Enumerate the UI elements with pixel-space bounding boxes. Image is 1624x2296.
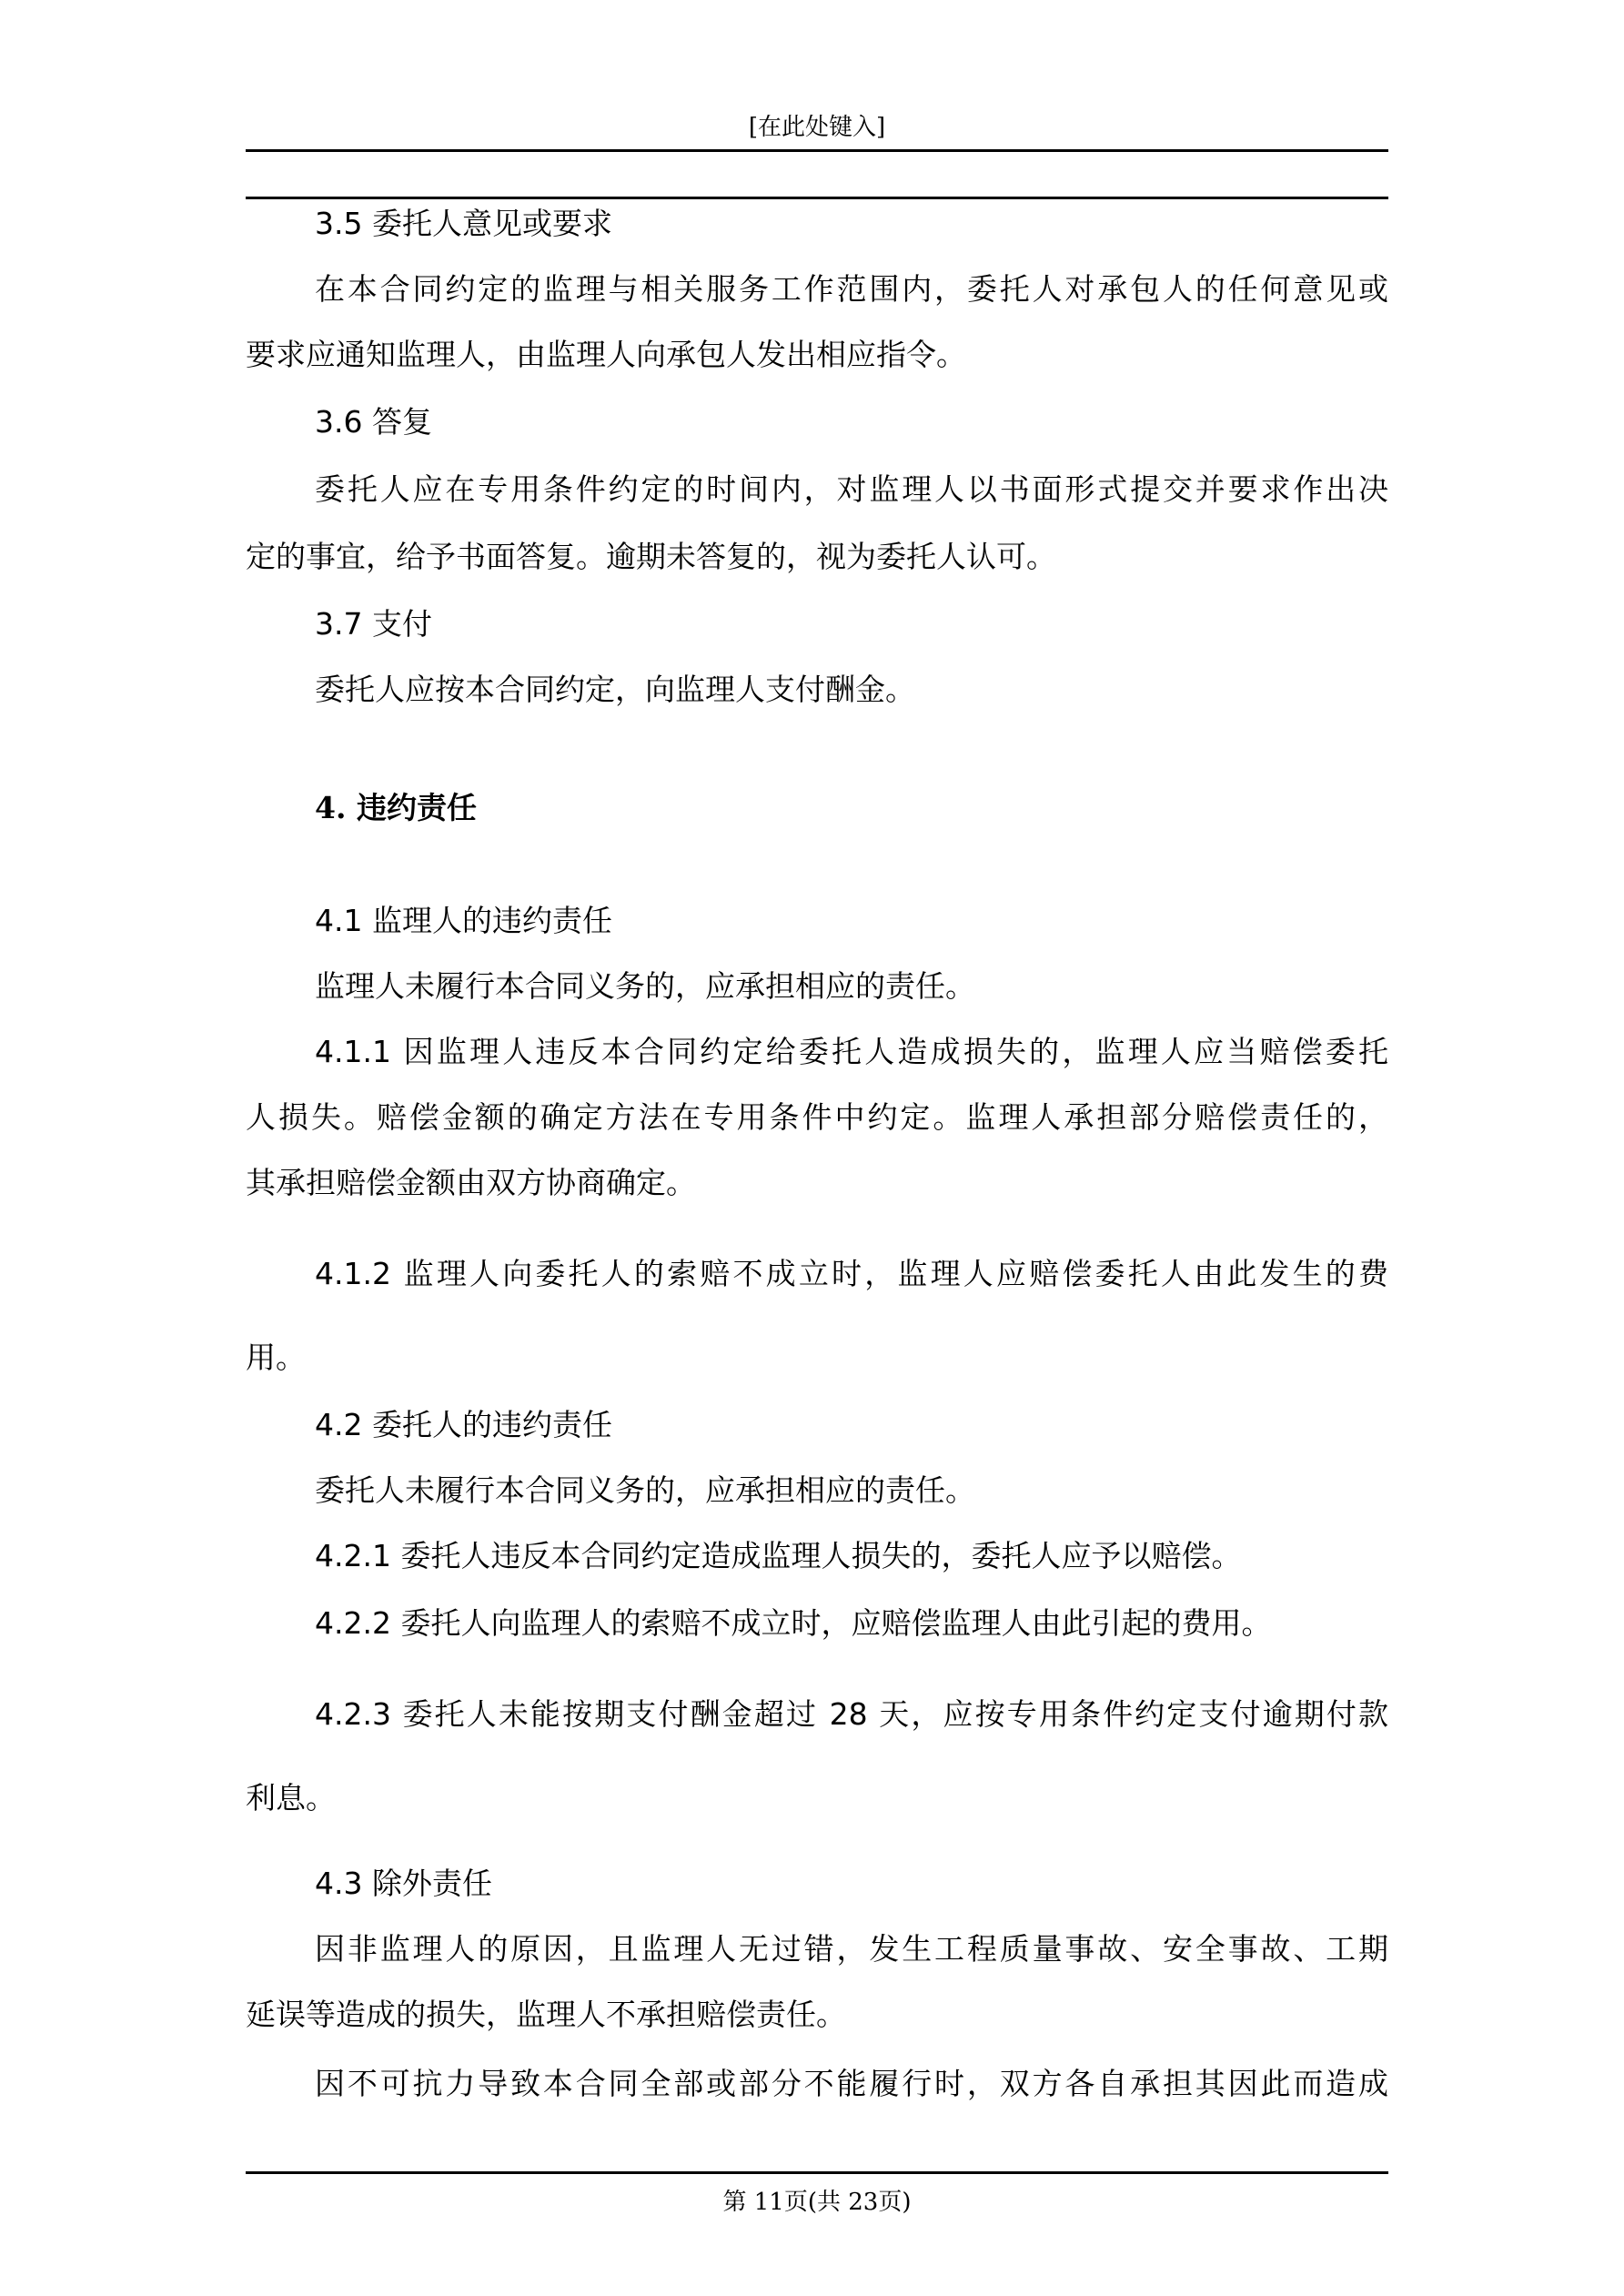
paragraph-line: 利息。 [246,1780,336,1816]
paragraph-line: 4.2.3 委托人未能按期支付酬金超过 28 天，应按专用条件约定支付逾期付款 [315,1696,1388,1732]
section-heading-3-7: 3.7 支付 [315,606,432,642]
paragraph-line: 人损失。赔偿金额的确定方法在专用条件中约定。监理人承担部分赔偿责任的， [246,1099,1388,1135]
footer-rule [246,2171,1388,2174]
header-rule-secondary [246,197,1388,199]
paragraph-line: 4.2.1 委托人违反本合同约定造成监理人损失的，委托人应予以赔偿。 [315,1538,1242,1573]
page-header: [在此处键入] [748,114,886,141]
paragraph-line: 用。 [246,1340,306,1375]
paragraph-line: 委托人应按本合同约定，向监理人支付酬金。 [315,672,915,707]
section-heading-4-1: 4.1 监理人的违约责任 [315,903,612,938]
section-heading-4-2: 4.2 委托人的违约责任 [315,1407,612,1442]
paragraph-line: 委托人未履行本合同义务的，应承担相应的责任。 [315,1472,975,1508]
paragraph-line: 4.1.2 监理人向委托人的索赔不成立时，监理人应赔偿委托人由此发生的费 [315,1256,1388,1291]
paragraph-line: 监理人未履行本合同义务的，应承担相应的责任。 [315,968,975,1004]
paragraph-line: 委托人应在专用条件约定的时间内，对监理人以书面形式提交并要求作出决 [315,471,1388,507]
paragraph-line: 因非监理人的原因，且监理人无过错，发生工程质量事故、安全事故、工期 [315,1931,1388,1967]
header-rule [246,149,1388,152]
paragraph-line: 其承担赔偿金额由双方协商确定。 [246,1165,696,1200]
paragraph-line: 在本合同约定的监理与相关服务工作范围内，委托人对承包人的任何意见或 [315,271,1388,307]
paragraph-line: 要求应通知监理人，由监理人向承包人发出相应指令。 [246,337,966,372]
paragraph-line: 定的事宜，给予书面答复。逾期未答复的，视为委托人认可。 [246,539,1056,574]
section-heading-4-3: 4.3 除外责任 [315,1866,492,1901]
page-footer: 第 11页(共 23页) [722,2189,912,2216]
paragraph-line: 4.2.2 委托人向监理人的索赔不成立时，应赔偿监理人由此引起的费用。 [315,1605,1272,1641]
paragraph-line: 4.1.1 因监理人违反本合同约定给委托人造成损失的，监理人应当赔偿委托 [315,1034,1388,1069]
section-heading-3-5: 3.5 委托人意见或要求 [315,206,612,241]
paragraph-line: 延误等造成的损失，监理人不承担赔偿责任。 [246,1997,846,2032]
section-heading-3-6: 3.6 答复 [315,404,432,440]
paragraph-line: 因不可抗力导致本合同全部或部分不能履行时，双方各自承担其因此而造成 [315,2066,1388,2101]
chapter-heading-4: 4. 违约责任 [315,790,477,825]
